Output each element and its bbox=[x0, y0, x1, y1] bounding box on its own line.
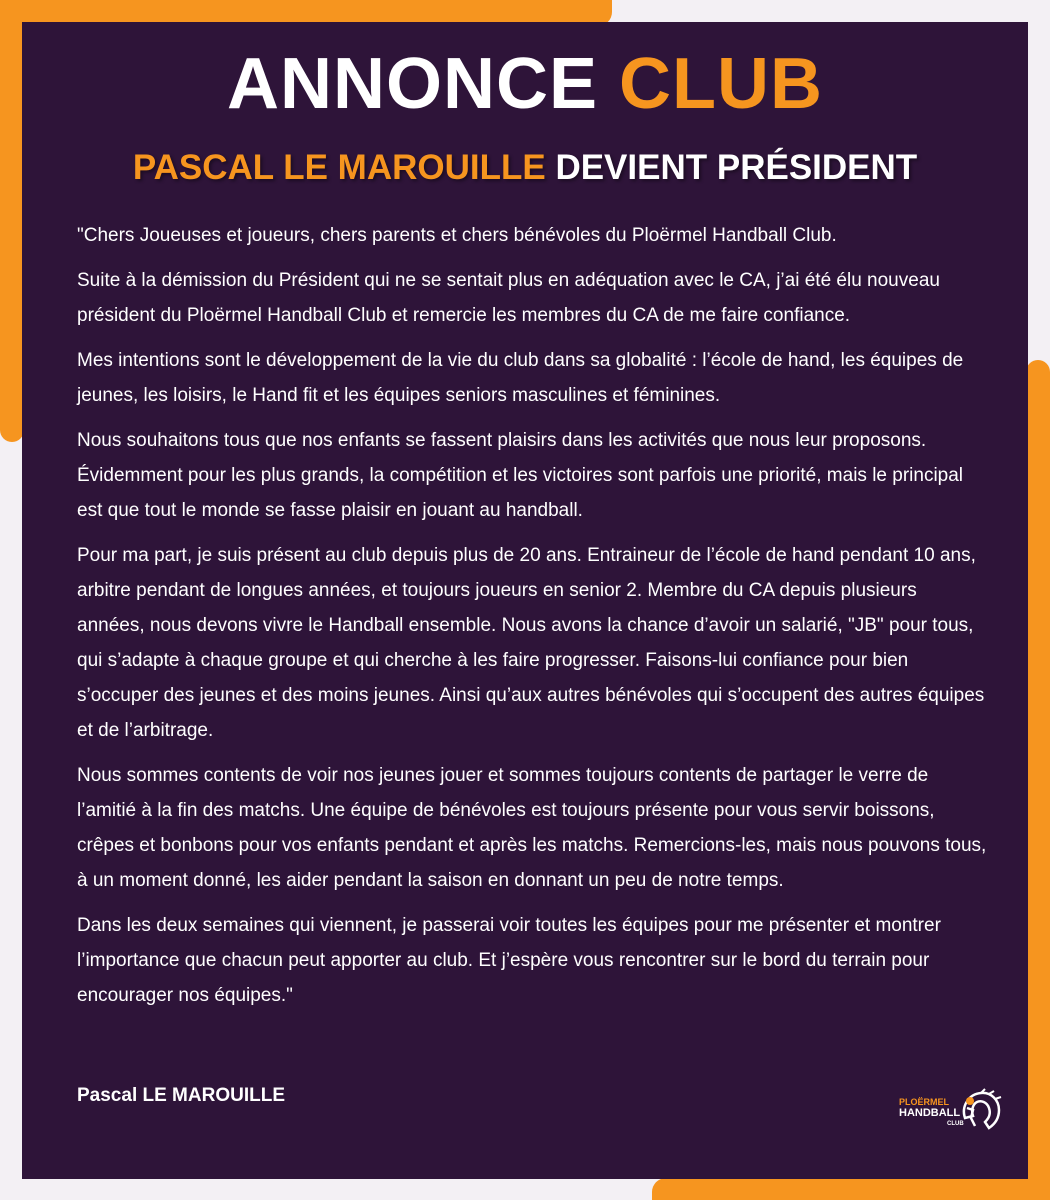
page-title bbox=[0, 44, 1050, 124]
letter-paragraph: "Chers Joueuses et joueurs, chers parents et chers bénévoles du Ploërmel Handball Club. bbox=[77, 225, 837, 246]
frame-accent-right bbox=[1026, 360, 1050, 1200]
subtitle-name: PASCAL LE MAROUILLE bbox=[132, 148, 546, 187]
signature: Pascal LE MAROUILLE bbox=[77, 1085, 285, 1106]
subtitle-role: DEVIENT PRÉSIDENT bbox=[555, 148, 918, 187]
letter-paragraph: Dans les deux semaines qui viennent, je passerai voir toutes les équipes pour me présenter et montrer l’importance que chacun peut apporter au club. Et j’espère vous rencontrer sur le bord du terrain pour encourager nos équipes." bbox=[77, 915, 941, 1006]
letter-paragraph: Nous souhaitons tous que nos enfants se fassent plaisirs dans les activités que nous leur proposons. Évidemment pour les plus grands, la compétition et les victoires sont parfois une priorité, mais le principal est que tout le monde se fasse plaisir en jouant au handball. bbox=[77, 430, 964, 521]
logo-line1: PLOËRMEL bbox=[899, 1097, 950, 1107]
logo-line2: HANDBALL bbox=[899, 1107, 961, 1119]
letter-paragraph: Suite à la démission du Président qui ne se sentait plus en adéquation avec le CA, j’ai été élu nouveau président du Ploërmel Handball Club et remercie les membres du CA de me faire confiance. bbox=[77, 270, 940, 326]
letter-paragraph: Mes intentions sont le développement de la vie du club dans sa globalité : l’école de hand, les équipes de jeunes, les loisirs, le Hand fit et les équipes seniors masculines et féminines. bbox=[77, 350, 964, 406]
title-part1: ANNONCE bbox=[227, 44, 599, 124]
page-subtitle bbox=[0, 150, 1050, 185]
letter-paragraph: Nous sommes contents de voir nos jeunes jouer et sommes toujours contents de partager le verre de l’amitié à la fin des matchs. Une équipe de bénévoles est toujours présente pour vous servir boissons, crêpes et bonbons pour vos enfants pendant et après les matchs. Remercions-les, mais nous pouvons tous, à un moment donné, les aider pendant la saison en donnant un peu de notre temps. bbox=[77, 765, 987, 891]
logo-line3: CLUB bbox=[947, 1121, 964, 1127]
frame-accent-bottom bbox=[652, 1178, 1050, 1200]
club-logo bbox=[895, 1088, 1005, 1130]
title-part2: CLUB bbox=[619, 44, 823, 124]
letter-paragraph: Pour ma part, je suis présent au club depuis plus de 20 ans. Entraineur de l’école de hand pendant 10 ans, arbitre pendant de longues années, et toujours joueurs en senior 2. Membre du CA depuis plusieurs années, nous devons vivre le Handball ensemble. Nous avons la chance d’avoir un salarié, "JB" pour tous, qui s’adapte à chaque groupe et qui cherche à les faire progresser. Faisons-lui confiance pour bien s’occuper des jeunes et des moins jeunes. Ainsi qu’aux autres bénévoles qui s’occupent des autres équipes et de l’arbitrage. bbox=[77, 545, 985, 741]
letter-body bbox=[77, 218, 987, 1023]
